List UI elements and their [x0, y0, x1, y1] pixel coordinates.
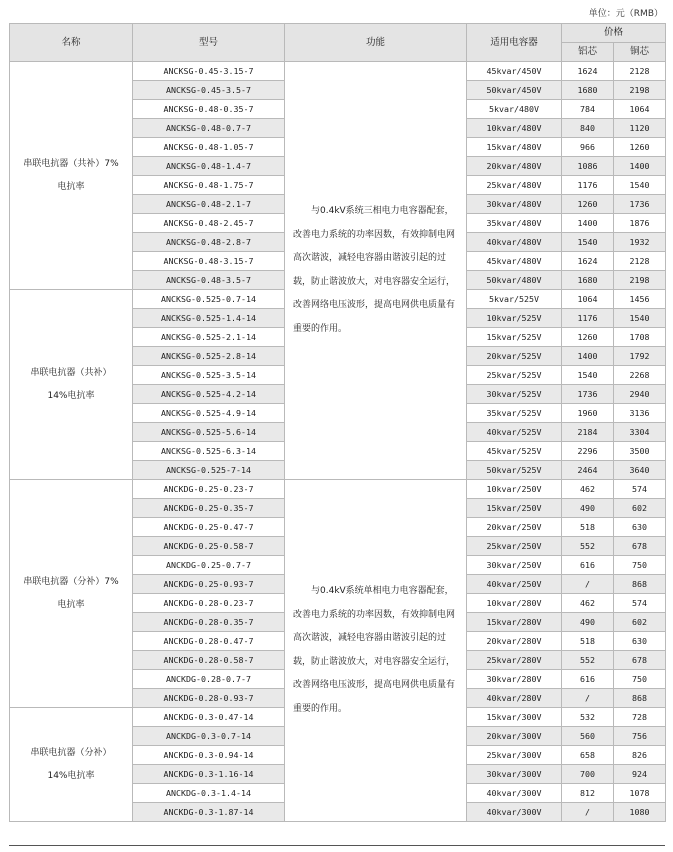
price-copper-cell: 3136 — [614, 404, 666, 423]
price-aluminum-cell: 616 — [562, 556, 614, 575]
price-aluminum-cell: 1400 — [562, 214, 614, 233]
price-aluminum-cell: 1260 — [562, 195, 614, 214]
price-aluminum-cell: 560 — [562, 727, 614, 746]
model-cell: ANCKDG-0.3-0.7-14 — [133, 727, 285, 746]
model-cell: ANCKDG-0.3-1.16-14 — [133, 765, 285, 784]
price-aluminum-cell: 700 — [562, 765, 614, 784]
capacitor-cell: 50kvar/525V — [467, 461, 562, 480]
price-aluminum-cell: 812 — [562, 784, 614, 803]
price-copper-cell: 924 — [614, 765, 666, 784]
price-copper-cell: 1400 — [614, 157, 666, 176]
price-copper-cell: 2128 — [614, 62, 666, 81]
model-cell: ANCKSG-0.525-2.1-14 — [133, 328, 285, 347]
price-aluminum-cell: / — [562, 689, 614, 708]
product-name-line: 串联电抗器（共补） — [30, 367, 112, 378]
price-aluminum-cell: 1540 — [562, 366, 614, 385]
model-cell: ANCKSG-0.48-3.15-7 — [133, 252, 285, 271]
price-aluminum-cell: 1680 — [562, 271, 614, 290]
capacitor-cell: 10kvar/250V — [467, 480, 562, 499]
capacitor-cell: 45kvar/450V — [467, 62, 562, 81]
price-copper-cell: 2940 — [614, 385, 666, 404]
capacitor-cell: 25kvar/300V — [467, 746, 562, 765]
capacitor-cell: 30kvar/250V — [467, 556, 562, 575]
price-copper-cell: 728 — [614, 708, 666, 727]
price-aluminum-cell: 1176 — [562, 309, 614, 328]
model-cell: ANCKSG-0.45-3.5-7 — [133, 81, 285, 100]
price-copper-cell: 678 — [614, 651, 666, 670]
capacitor-cell: 10kvar/525V — [467, 309, 562, 328]
price-copper-cell: 756 — [614, 727, 666, 746]
model-cell: ANCKDG-0.28-0.23-7 — [133, 594, 285, 613]
model-cell: ANCKSG-0.525-4.2-14 — [133, 385, 285, 404]
model-cell: ANCKSG-0.525-6.3-14 — [133, 442, 285, 461]
product-name-line: 串联电抗器（共补）7% — [23, 158, 119, 169]
model-cell: ANCKSG-0.45-3.15-7 — [133, 62, 285, 81]
capacitor-cell: 10kvar/280V — [467, 594, 562, 613]
price-copper-cell: 1736 — [614, 195, 666, 214]
capacitor-cell: 20kvar/300V — [467, 727, 562, 746]
header-aluminum: 铝芯 — [562, 43, 614, 62]
price-aluminum-cell: 490 — [562, 613, 614, 632]
price-copper-cell: 3304 — [614, 423, 666, 442]
capacitor-cell: 40kvar/480V — [467, 233, 562, 252]
table-body — [10, 62, 666, 822]
capacitor-cell: 50kvar/450V — [467, 81, 562, 100]
price-copper-cell: 868 — [614, 689, 666, 708]
model-cell: ANCKSG-0.525-5.6-14 — [133, 423, 285, 442]
model-cell: ANCKSG-0.525-7-14 — [133, 461, 285, 480]
product-name-cell — [10, 290, 133, 480]
capacitor-cell: 30kvar/300V — [467, 765, 562, 784]
capacitor-cell: 10kvar/480V — [467, 119, 562, 138]
capacitor-cell: 40kvar/280V — [467, 689, 562, 708]
product-name-line: 14%电抗率 — [47, 770, 95, 781]
model-cell: ANCKDG-0.25-0.47-7 — [133, 518, 285, 537]
price-aluminum-cell: 658 — [562, 746, 614, 765]
capacitor-cell: 40kvar/525V — [467, 423, 562, 442]
header-name: 名称 — [10, 24, 133, 62]
price-aluminum-cell: 1086 — [562, 157, 614, 176]
capacitor-cell: 15kvar/480V — [467, 138, 562, 157]
header-price: 价格 — [562, 24, 666, 43]
capacitor-cell: 5kvar/480V — [467, 100, 562, 119]
capacitor-cell: 45kvar/480V — [467, 252, 562, 271]
model-cell: ANCKSG-0.48-2.45-7 — [133, 214, 285, 233]
bottom-rule — [9, 845, 665, 846]
price-copper-cell: 868 — [614, 575, 666, 594]
product-name-line: 串联电抗器（分补）7% — [23, 576, 119, 587]
price-table — [9, 23, 666, 822]
price-aluminum-cell: 552 — [562, 651, 614, 670]
product-name-cell — [10, 480, 133, 708]
model-cell: ANCKDG-0.25-0.23-7 — [133, 480, 285, 499]
price-copper-cell: 1064 — [614, 100, 666, 119]
model-cell: ANCKSG-0.525-1.4-14 — [133, 309, 285, 328]
capacitor-cell: 25kvar/280V — [467, 651, 562, 670]
product-name-line: 电抗率 — [57, 599, 85, 610]
price-copper-cell: 3640 — [614, 461, 666, 480]
model-cell: ANCKDG-0.3-0.94-14 — [133, 746, 285, 765]
capacitor-cell: 20kvar/525V — [467, 347, 562, 366]
model-cell: ANCKSG-0.525-3.5-14 — [133, 366, 285, 385]
price-aluminum-cell: 2184 — [562, 423, 614, 442]
price-copper-cell: 1540 — [614, 309, 666, 328]
price-aluminum-cell: 1260 — [562, 328, 614, 347]
price-aluminum-cell: 518 — [562, 518, 614, 537]
price-aluminum-cell: 1540 — [562, 233, 614, 252]
capacitor-cell: 25kvar/525V — [467, 366, 562, 385]
function-text: 与0.4kV系统三相电力电容器配套，改善电力系统的功率因数，有效抑制电网高次谐波，减轻电容器由谐波引起的过载，防止谐波放大，对电容器安全运行，改善网络电压波形，提高电网供电质量有重要的作用。 — [293, 206, 456, 334]
price-copper-cell: 2198 — [614, 271, 666, 290]
capacitor-cell: 20kvar/280V — [467, 632, 562, 651]
price-aluminum-cell: 462 — [562, 480, 614, 499]
model-cell: ANCKDG-0.28-0.93-7 — [133, 689, 285, 708]
model-cell: ANCKDG-0.28-0.47-7 — [133, 632, 285, 651]
price-copper-cell: 1078 — [614, 784, 666, 803]
price-copper-cell: 602 — [614, 499, 666, 518]
capacitor-cell: 15kvar/250V — [467, 499, 562, 518]
price-copper-cell: 1456 — [614, 290, 666, 309]
price-aluminum-cell: 2464 — [562, 461, 614, 480]
header-function: 功能 — [285, 24, 467, 62]
price-aluminum-cell: 1064 — [562, 290, 614, 309]
model-cell: ANCKSG-0.48-1.05-7 — [133, 138, 285, 157]
capacitor-cell: 35kvar/480V — [467, 214, 562, 233]
price-aluminum-cell: 1624 — [562, 252, 614, 271]
price-aluminum-cell: 2296 — [562, 442, 614, 461]
model-cell: ANCKDG-0.28-0.35-7 — [133, 613, 285, 632]
price-copper-cell: 750 — [614, 556, 666, 575]
price-copper-cell: 1260 — [614, 138, 666, 157]
price-copper-cell: 678 — [614, 537, 666, 556]
header-model: 型号 — [133, 24, 285, 62]
capacitor-cell: 25kvar/250V — [467, 537, 562, 556]
capacitor-cell: 25kvar/480V — [467, 176, 562, 195]
function-cell — [285, 480, 467, 822]
unit-note: 单位：元（RMB） — [588, 9, 663, 19]
price-copper-cell: 750 — [614, 670, 666, 689]
price-aluminum-cell: 462 — [562, 594, 614, 613]
capacitor-cell: 30kvar/280V — [467, 670, 562, 689]
price-copper-cell: 1792 — [614, 347, 666, 366]
price-copper-cell: 2268 — [614, 366, 666, 385]
price-aluminum-cell: 1624 — [562, 62, 614, 81]
model-cell: ANCKDG-0.28-0.7-7 — [133, 670, 285, 689]
product-name-line: 电抗率 — [57, 181, 85, 192]
table-row — [10, 62, 666, 81]
header-copper: 铜芯 — [614, 43, 666, 62]
price-aluminum-cell: / — [562, 575, 614, 594]
model-cell: ANCKSG-0.48-0.35-7 — [133, 100, 285, 119]
capacitor-cell: 15kvar/280V — [467, 613, 562, 632]
price-copper-cell: 1876 — [614, 214, 666, 233]
price-copper-cell: 2128 — [614, 252, 666, 271]
price-copper-cell: 1540 — [614, 176, 666, 195]
price-copper-cell: 2198 — [614, 81, 666, 100]
price-aluminum-cell: 1960 — [562, 404, 614, 423]
capacitor-cell: 20kvar/250V — [467, 518, 562, 537]
table-row — [10, 480, 666, 499]
price-aluminum-cell: 840 — [562, 119, 614, 138]
price-aluminum-cell: 1736 — [562, 385, 614, 404]
price-aluminum-cell: 532 — [562, 708, 614, 727]
price-aluminum-cell: 552 — [562, 537, 614, 556]
price-copper-cell: 1080 — [614, 803, 666, 822]
price-aluminum-cell: 490 — [562, 499, 614, 518]
product-name-line: 14%电抗率 — [47, 390, 95, 401]
capacitor-cell: 40kvar/250V — [467, 575, 562, 594]
model-cell: ANCKDG-0.28-0.58-7 — [133, 651, 285, 670]
model-cell: ANCKSG-0.48-1.4-7 — [133, 157, 285, 176]
price-copper-cell: 574 — [614, 480, 666, 499]
capacitor-cell: 15kvar/525V — [467, 328, 562, 347]
price-aluminum-cell: 1680 — [562, 81, 614, 100]
capacitor-cell: 45kvar/525V — [467, 442, 562, 461]
capacitor-cell: 30kvar/480V — [467, 195, 562, 214]
model-cell: ANCKDG-0.25-0.35-7 — [133, 499, 285, 518]
price-aluminum-cell: 966 — [562, 138, 614, 157]
price-aluminum-cell: 1176 — [562, 176, 614, 195]
price-copper-cell: 1708 — [614, 328, 666, 347]
capacitor-cell: 30kvar/525V — [467, 385, 562, 404]
model-cell: ANCKSG-0.525-0.7-14 — [133, 290, 285, 309]
product-name-line: 串联电抗器（分补） — [30, 747, 112, 758]
price-aluminum-cell: / — [562, 803, 614, 822]
price-copper-cell: 826 — [614, 746, 666, 765]
model-cell: ANCKSG-0.48-0.7-7 — [133, 119, 285, 138]
model-cell: ANCKDG-0.3-1.87-14 — [133, 803, 285, 822]
model-cell: ANCKSG-0.525-4.9-14 — [133, 404, 285, 423]
model-cell: ANCKSG-0.525-2.8-14 — [133, 347, 285, 366]
header-capacitor: 适用电容器 — [467, 24, 562, 62]
function-cell — [285, 62, 467, 480]
product-name-cell — [10, 62, 133, 290]
model-cell: ANCKDG-0.25-0.93-7 — [133, 575, 285, 594]
model-cell: ANCKSG-0.48-1.75-7 — [133, 176, 285, 195]
capacitor-cell: 20kvar/480V — [467, 157, 562, 176]
price-copper-cell: 630 — [614, 632, 666, 651]
price-aluminum-cell: 518 — [562, 632, 614, 651]
price-aluminum-cell: 784 — [562, 100, 614, 119]
model-cell: ANCKDG-0.25-0.7-7 — [133, 556, 285, 575]
price-copper-cell: 1932 — [614, 233, 666, 252]
model-cell: ANCKDG-0.3-1.4-14 — [133, 784, 285, 803]
price-copper-cell: 574 — [614, 594, 666, 613]
price-copper-cell: 630 — [614, 518, 666, 537]
model-cell: ANCKSG-0.48-2.8-7 — [133, 233, 285, 252]
model-cell: ANCKSG-0.48-2.1-7 — [133, 195, 285, 214]
model-cell: ANCKSG-0.48-3.5-7 — [133, 271, 285, 290]
model-cell: ANCKDG-0.3-0.47-14 — [133, 708, 285, 727]
price-aluminum-cell: 1400 — [562, 347, 614, 366]
product-name-cell — [10, 708, 133, 822]
price-copper-cell: 602 — [614, 613, 666, 632]
capacitor-cell: 50kvar/480V — [467, 271, 562, 290]
capacitor-cell: 15kvar/300V — [467, 708, 562, 727]
function-text: 与0.4kV系统单相电力电容器配套，改善电力系统的功率因数，有效抑制电网高次谐波，减轻电容器由谐波引起的过载，防止谐波放大，对电容器安全运行，改善网络电压波形，提高电网供电质量有重要的作用。 — [293, 586, 456, 714]
capacitor-cell: 35kvar/525V — [467, 404, 562, 423]
price-aluminum-cell: 616 — [562, 670, 614, 689]
model-cell: ANCKDG-0.25-0.58-7 — [133, 537, 285, 556]
price-copper-cell: 1120 — [614, 119, 666, 138]
price-copper-cell: 3500 — [614, 442, 666, 461]
capacitor-cell: 5kvar/525V — [467, 290, 562, 309]
capacitor-cell: 40kvar/300V — [467, 784, 562, 803]
capacitor-cell: 40kvar/300V — [467, 803, 562, 822]
